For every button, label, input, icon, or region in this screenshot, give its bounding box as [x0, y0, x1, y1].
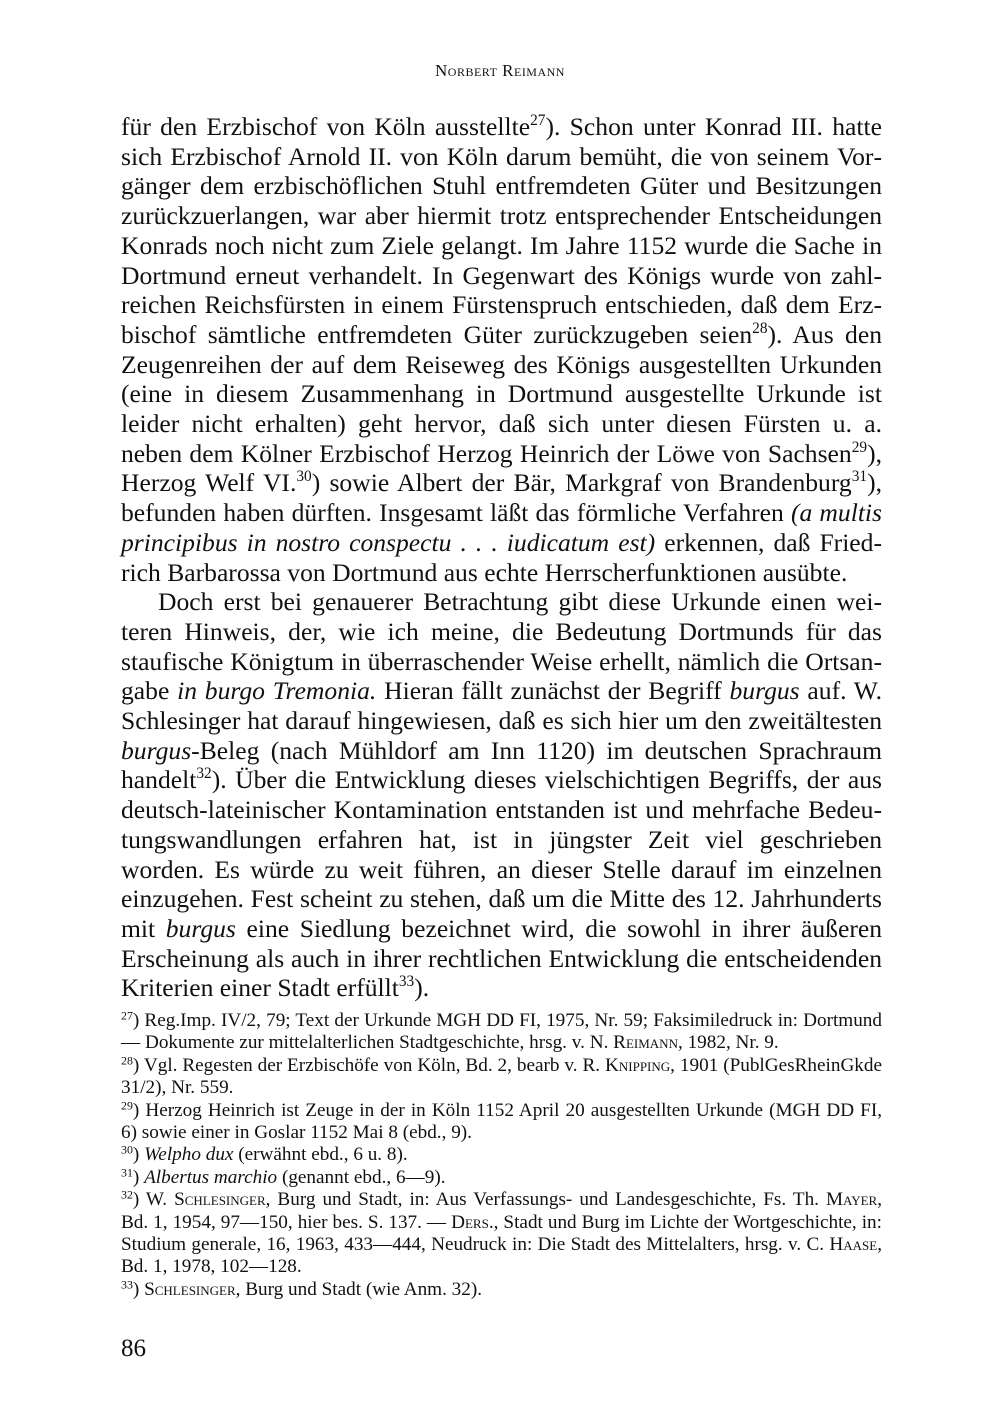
footnote-marker: 33	[121, 1277, 133, 1292]
text-run: Doch erst bei genauerer Betrachtung gibt diese Urkunde einen weiteren Hinweis, der, wie ich meine, die Bedeutung Dortmunds für das staufische Königtum in überraschender Weise erhellt, nämlich die Ortsangabe	[121, 587, 882, 706]
author-name: Schlesinger	[144, 1278, 236, 1300]
text-run: , 1901 (PublGesRheinGkde 31/2), Nr. 559.	[121, 1054, 882, 1099]
text-run: ).	[414, 973, 430, 1003]
latin-term: Welpho dux	[144, 1144, 234, 1166]
latin-term: burgus	[165, 913, 236, 943]
text-run: ) W.	[132, 1189, 175, 1211]
text-run: ). Über die Entwicklung dieses vielschichtigen Begriffs, der aus deutsch-lateinischer Kontamination entstanden ist und mehrfache Bedeutungswandlungen erfahren hat, ist in jüngster Zeit viel geschrieben worden. Es würde zu weit führen, an dieser Stelle darauf im einzelnen einzugehen. Fest scheint zu stehen, daß um die Mitte des 12. Jahrhunderts mit	[121, 765, 882, 943]
latin-term: Albertus marchio	[144, 1166, 278, 1188]
footnote-marker: 29	[121, 1098, 133, 1113]
text-run: ), Herzog Welf VI.	[121, 438, 882, 498]
author-name: Haase	[829, 1234, 878, 1256]
text-run: -Beleg (nach Mühldorf am Inn 1120) im deutschen Sprachraum handelt	[121, 735, 882, 795]
text-run: , Stadt und Burg im Lichte der Wortgeschichte, in: Studium generale, 16, 1963, 433—444, Neudruck in: Die Stadt des Mittelalters, hrsg. v. C.	[121, 1211, 882, 1256]
author-name: Knipping	[605, 1054, 671, 1076]
text-run: , Bd. 1, 1978, 102—128.	[121, 1234, 882, 1278]
footnote-ref-32[interactable]: 32	[196, 765, 212, 783]
footnote-32	[121, 1189, 882, 1279]
text-run: (genannt ebd., 6—9).	[277, 1166, 446, 1188]
text-run: , Bd. 1, 1954, 97—150, hier bes. S. 137. —	[121, 1189, 883, 1233]
main-text	[121, 112, 882, 1003]
footnote-marker: 30	[121, 1142, 133, 1157]
latin-term: burgus	[121, 735, 192, 765]
footnote-ref-33[interactable]: 33	[398, 973, 415, 991]
text-run: Hieran fällt zunächst der Begriff	[376, 676, 730, 706]
text-run: ), befunden haben dürften. Insgesamt läßt das förmliche Verfahren	[121, 468, 882, 528]
footnote-28	[121, 1055, 882, 1100]
text-run: ) sowie Albert der Bär, Markgraf von Brandenburg	[311, 468, 852, 498]
text-run: ) Reg.Imp. IV/2, 79; Text der Urkunde MGH DD FI, 1975, Nr. 59; Faksimiledruck in: Dortmund — Dokumente zur mittelalterlichen Stadtgeschichte, hrsg. v. N.	[121, 1010, 882, 1054]
latin-term: in burgo Tremonia.	[177, 676, 377, 706]
body-paragraph-2	[121, 587, 882, 1003]
author-name: Mayer	[825, 1189, 878, 1211]
footnote-ref-31[interactable]: 31	[851, 468, 868, 486]
footnote-marker: 27	[121, 1008, 133, 1023]
footnote-30	[121, 1144, 882, 1166]
text-run: ) Vgl. Regesten der Erzbischöfe von Köln, Bd. 2, bearb v. R.	[132, 1054, 606, 1076]
footnote-ref-30[interactable]: 30	[296, 468, 312, 486]
footnotes	[121, 1010, 882, 1301]
text-run: )	[132, 1144, 145, 1166]
text-run: auf. W. Schlesinger hat darauf hingewiesen, daß es sich hier um den zweitältesten	[121, 676, 883, 736]
text-run: eine Siedlung bezeichnet wird, die sowohl in ihrer äußeren Erscheinung als auch in ihrer rechtlichen Entwicklung die entscheidenden Kriterien einer Stadt erfüllt	[121, 913, 882, 1003]
latin-term: burgus	[729, 676, 800, 706]
body-paragraph-1	[121, 112, 882, 587]
footnote-marker: 32	[121, 1187, 133, 1202]
footnote-33	[121, 1279, 882, 1301]
footnote-31	[121, 1167, 882, 1189]
text-run: )	[132, 1278, 145, 1300]
footnote-marker: 31	[121, 1165, 133, 1180]
footnote-ref-29[interactable]: 29	[851, 438, 868, 456]
text-run: erkennen, daß Friedrich Barbarossa von Dortmund aus echte Herrscherfunktionen ausübte.	[121, 527, 882, 587]
author-name: Reimann	[613, 1032, 678, 1054]
text-run: , 1982, Nr. 9.	[677, 1032, 779, 1054]
author-name: Ders.	[451, 1211, 494, 1233]
author-name: Schlesinger	[174, 1189, 266, 1211]
text-run: für den Erzbischof von Köln ausstellte	[121, 112, 531, 141]
footnote-29	[121, 1100, 882, 1145]
footnote-ref-28[interactable]: 28	[752, 319, 768, 337]
footnote-marker: 28	[121, 1053, 133, 1068]
text-run: ). Aus den Zeugenreihen der auf dem Reiseweg des Königs ausgestellten Urkunden (eine in diesem Zusammenhang in Dortmund ausgestellte Urkunde ist leider nicht erhalten) geht hervor, daß sich unter diesen Fürsten u. a. neben dem Kölner Erzbischof Herzog Heinrich der Löwe von Sachsen	[121, 319, 883, 468]
text-run: , Burg und Stadt (wie Anm. 32).	[235, 1278, 483, 1300]
running-head: Norbert Reimann	[435, 61, 565, 80]
text-run: (erwähnt ebd., 6 u. 8).	[233, 1144, 408, 1166]
footnote-ref-27[interactable]: 27	[530, 112, 546, 130]
text-run: ) Herzog Heinrich ist Zeuge in der in Köln 1152 April 20 ausgestellten Urkunde (MGH DD FI, 6) sowie einer in Goslar 1152 Mai 8 (ebd., 9).	[121, 1099, 882, 1144]
text-run: )	[132, 1166, 145, 1188]
footnote-27	[121, 1010, 882, 1055]
page-number: 86	[121, 1335, 146, 1362]
text-run: , Burg und Stadt, in: Aus Verfassungs- und Landesgeschichte, Fs. Th.	[265, 1189, 826, 1211]
text-run: ). Schon unter Konrad III. hatte sich Erzbischof Arnold II. von Köln darum bemüht, die von seinem Vorgänger dem erzbischöflichen Stuhl entfremdeten Güter und Besitzungen zurückzuerlangen, war aber hiermit trotz entsprechender Entscheidungen Konrads noch nicht zum Ziele gelangt. Im Jahre 1152 wurde die Sache in Dortmund erneut verhandelt. In Gegenwart des Königs wurde von zahlreichen Reichsfürsten in einem Fürstenspruch entschieden, daß dem Erzbischof sämtliche entfremdeten Güter zurückzugeben seien	[121, 112, 882, 349]
latin-quotation: (a multis principibus in nostro conspectu . . . iudicatum est)	[121, 498, 883, 557]
